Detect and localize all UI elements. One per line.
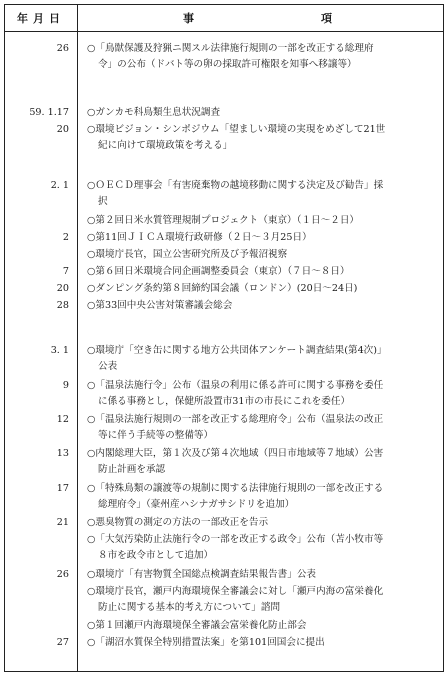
entry-line: ○第１回瀬戸内海環境保全審議会富栄養化防止部会 [87, 620, 307, 631]
header-item-b: 項 [321, 12, 332, 25]
entry-line: ○第33回中央公害対策審議会総会 [87, 300, 233, 311]
entry-line: ○「湖沼水質保全特別措置法案」を第101回国会に提出 [87, 637, 325, 648]
entry-line: ○「温泉法施行規則の一部を改正する総理府令」公布（温泉法の改正 [87, 414, 384, 425]
entry-line-continued: 総理府令」（豪州産ハシナガサシドリを追加） [98, 499, 295, 510]
entry-text [87, 247, 433, 263]
entry-line: ○「温泉法施行令」公布（温泉の利用に係る許可に関する事務を委任 [87, 380, 384, 391]
entry-date: 13 [56, 448, 69, 459]
entry-text [87, 105, 433, 121]
entry-text [87, 230, 433, 246]
entry-date: 20 [56, 283, 69, 294]
entry-text [87, 378, 433, 410]
entry-text [87, 412, 433, 444]
chronology-table [4, 4, 444, 672]
entry-text [87, 178, 433, 210]
entry-date: 7 [62, 266, 69, 277]
entry-line-continued: 等に伴う手続等の整備等） [98, 430, 214, 441]
entry-line-continued: ８市を政令市として追加） [98, 550, 214, 561]
entry-date: 20 [56, 124, 69, 135]
entry-line: ○「鳥獣保護及狩猟ニ関スル法律施行規則の一部を改正する総理府 [87, 43, 374, 54]
entry-line-continued: 防止に関する基本的考え方について」諮問 [98, 602, 281, 613]
entry-text [87, 618, 433, 634]
entry-line: ○環境庁「空き缶に関する地方公共団体アンケート調査結果(第4次)」 [87, 345, 387, 356]
entry-line-continued: 令」の公布（ドバト等の卵の採取許可権限を知事へ移譲等） [98, 59, 357, 70]
entry-text [87, 264, 433, 280]
entry-text [87, 532, 433, 564]
entry-line: ○悪臭物質の測定の方法の一部改正を告示 [87, 517, 269, 528]
entry-line: ○第６回日米環境合同企画調整委員会（東京）（７日～８日） [87, 266, 350, 277]
entry-text [87, 281, 433, 297]
entry-line-continued: に係る事務とし，保健所設置市31市の市長にこれを委任） [98, 396, 351, 407]
entry-line: ○第11回ＪＩＣＡ環境行政研修（２日～３月25日） [87, 232, 312, 243]
entry-line: ○ＯＥＣＤ理事会「有害廃棄物の越境移動に関する決定及び勧告」採 [87, 180, 384, 191]
entry-date: 59. 1.17 [29, 107, 69, 118]
entry-date: 26 [56, 569, 69, 580]
entry-line: ○環境庁長官，瀬戸内海環境保全審議会に対し「瀬戸内海の富栄養化 [87, 586, 384, 597]
entry-line-continued: 紀に向けて環境政策を考える」 [98, 140, 233, 151]
entry-line: ○第２回日米水質管理規制プロジェクト（東京）（１日～２日） [87, 215, 360, 226]
table-header [5, 5, 443, 32]
entry-text [87, 515, 433, 531]
entry-date: 9 [62, 380, 69, 391]
entry-date: 27 [56, 637, 69, 648]
entry-line: ○環境庁長官，国立公害研究所及び予報沼視察 [87, 249, 288, 260]
entry-date: 2 [62, 232, 69, 243]
entry-line-continued: 択 [98, 196, 108, 207]
entry-date: 26 [56, 43, 69, 54]
entry-text [87, 343, 433, 375]
column-divider [77, 31, 78, 671]
entry-line: ○環境ビジョン・シンポジウム「望ましい環境の実現をめざして21世 [87, 124, 386, 135]
entry-date: 17 [56, 483, 69, 494]
entry-text [87, 481, 433, 513]
entry-line: ○内閣総理大臣，第１次及び第４次地域（四日市地域等７地域）公害 [87, 448, 384, 459]
header-date: 年月日 [5, 5, 78, 31]
entry-text [87, 446, 433, 478]
header-item-a: 事 [183, 12, 194, 25]
header-items [78, 5, 443, 31]
entry-text [87, 567, 433, 583]
entry-date: 2. 1 [50, 180, 69, 191]
entry-line: ○「特殊鳥類の譲渡等の規制に関する法律施行規則の一部を改正する [87, 483, 384, 494]
entry-date: 28 [56, 300, 69, 311]
entry-text [87, 41, 433, 73]
entry-text [87, 213, 433, 229]
entry-date: 3. 1 [50, 345, 69, 356]
entry-line: ○ダンピング条約第８回締約国会議（ロンドン）(20日～24日) [87, 283, 358, 294]
entry-text [87, 635, 433, 651]
entry-date: 21 [56, 517, 69, 528]
entry-text [87, 584, 433, 616]
entry-line-continued: 公表 [98, 361, 118, 372]
entry-line: ○ガンカモ科鳥類生息状況調査 [87, 107, 221, 118]
entry-line: ○「大気汚染防止法施行令の一部を改正する政令」公布（苫小牧市等 [87, 534, 384, 545]
entry-line: ○環境庁「有害物質全国総点検調査結果報告書」公表 [87, 569, 317, 580]
entry-text [87, 298, 433, 314]
entry-line-continued: 防止計画を承認 [98, 464, 166, 475]
entry-text [87, 122, 433, 154]
entry-date: 12 [56, 414, 69, 425]
